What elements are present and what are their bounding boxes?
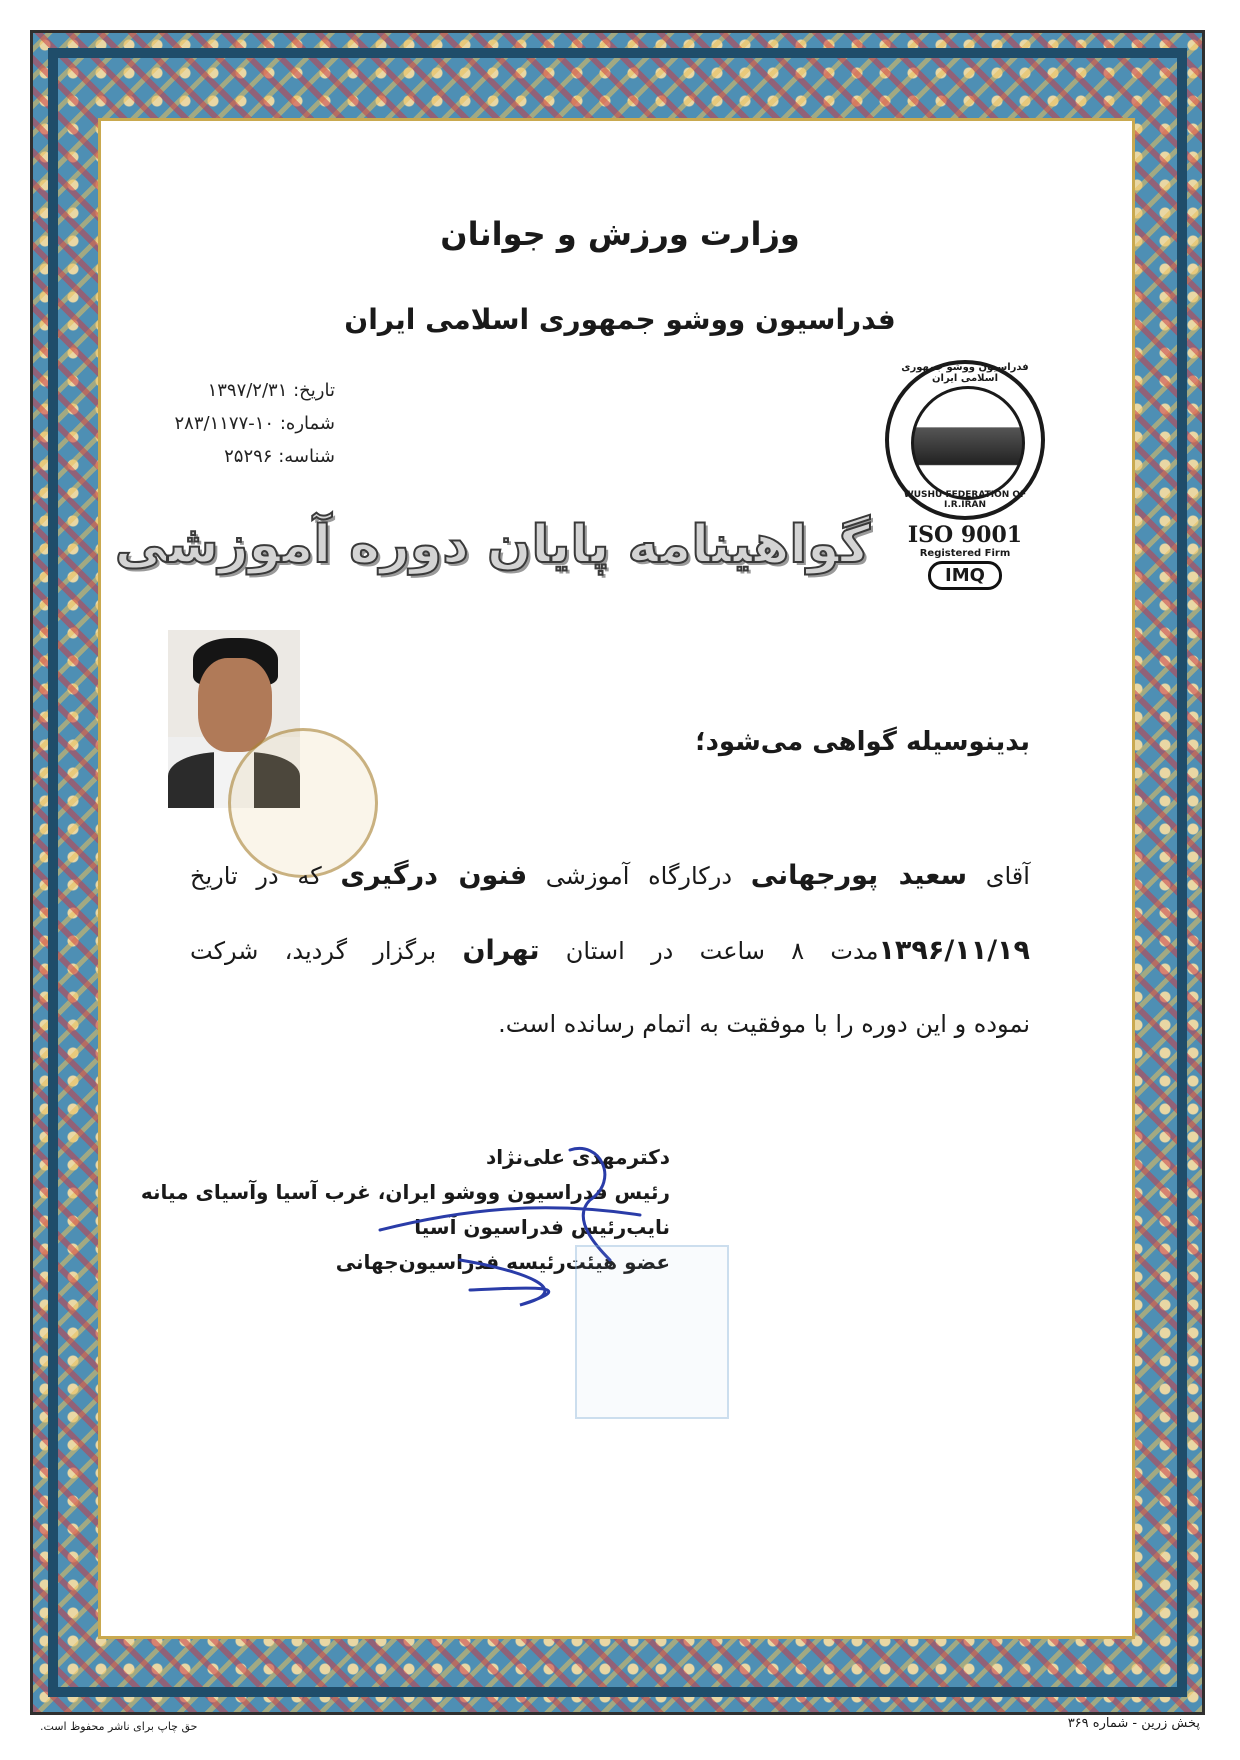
meta-number-value: ۱۰-۲۸۳/۱۱۷۷	[174, 413, 275, 434]
title-prefix: آقای	[985, 862, 1030, 890]
meta-id-value: ۲۵۲۹۶	[224, 446, 273, 467]
signatory-role-3: عضو هیئت‌رئیسه فدراسیون‌جهانی	[335, 1250, 670, 1274]
meta-date-label: تاریخ:	[293, 380, 335, 401]
meta-number	[174, 413, 335, 434]
date-intro: که در تاریخ	[190, 862, 322, 890]
logo-mountain-emblem	[911, 386, 1025, 500]
body-line-3: نموده و این دوره را با موفقیت به اتمام رسانده است.	[498, 1010, 1030, 1038]
body-line-1	[190, 860, 1030, 891]
footer-publisher: پخش زرین - شماره ۳۶۹	[1067, 1716, 1200, 1731]
meta-date-value: ۱۳۹۷/۲/۳۱	[207, 380, 288, 401]
ministry-heading: وزارت ورزش و جوانان	[440, 215, 800, 253]
iso-certification	[905, 522, 1025, 590]
body-line-2	[190, 935, 1030, 966]
certificate-title: گواهینامه پایان دوره آموزشی	[114, 515, 870, 575]
course-name: فنون درگیری	[340, 860, 528, 891]
logo-arc-text: فدراسیون ووشو جمهوری اسلامی ایران	[901, 362, 1029, 384]
course-date: ۱۳۹۶/۱۱/۱۹	[878, 935, 1031, 966]
signatory-name: دکترمهدی علی‌نژاد	[485, 1145, 670, 1169]
recipient-name: سعید پورجهانی	[750, 860, 968, 891]
blue-faded-stamp	[575, 1245, 729, 1419]
meta-date	[195, 380, 335, 401]
federation-heading: فدراسیون ووشو جمهوری اسلامی ایران	[344, 303, 896, 336]
workshop-label: درکارگاه آموزشی	[545, 862, 733, 890]
iso-title: ISO 9001	[907, 522, 1023, 548]
federation-seal-stamp	[228, 728, 378, 878]
greeting: بدینوسیله گواهی می‌شود؛	[695, 727, 1030, 757]
course-duration: مدت ۸ ساعت در	[651, 937, 879, 965]
province-label: استان	[565, 937, 625, 965]
iso-subtitle: Registered Firm	[919, 548, 1011, 559]
signatory-role-2: نایب‌رئیس فدراسیون آسیا	[414, 1215, 670, 1239]
province-name: تهران	[462, 935, 540, 966]
signatory-role-1: رئیس فدراسیون ووشو ایران، غرب آسیا وآسیای میانه	[140, 1180, 670, 1204]
federation-logo	[885, 360, 1045, 520]
meta-id-label: شناسه:	[278, 446, 335, 467]
meta-number-label: شماره:	[279, 413, 335, 434]
photo-face	[198, 658, 272, 752]
logo-bottom-text: WUSHU FEDERATION OF I.R.IRAN	[903, 490, 1027, 510]
meta-id	[195, 446, 335, 467]
held-text: برگزار گردید، شرکت	[190, 937, 437, 965]
imq-badge: IMQ	[928, 561, 1002, 590]
footer-copyright: حق چاپ برای ناشر محفوظ است.	[40, 1720, 198, 1733]
